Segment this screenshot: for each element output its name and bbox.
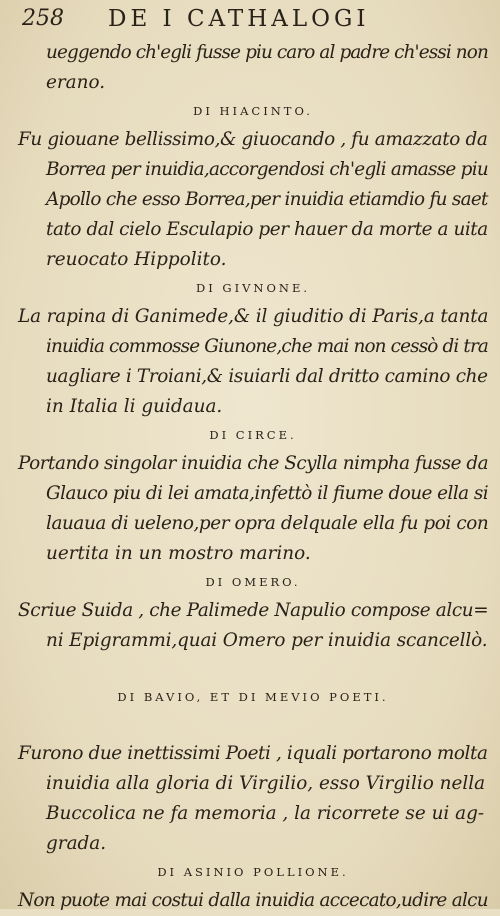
text-line: ueggendo ch'egli fusse piu caro al padre ch'essi non — [46, 42, 488, 63]
running-head: DE I CATHALOGI — [108, 6, 370, 32]
text-line: erano. — [46, 72, 106, 93]
text-line: Scriue Suida , che Palimede Napulio compose alcu= — [18, 600, 489, 621]
text-line: inuidia commosse Giunone,che mai non cessò di tra — [46, 336, 488, 357]
section-heading: DI GIVNONE. — [195, 281, 311, 295]
text-line: ni Epigrammi,quai Omero per inuidia scancellò. — [46, 630, 488, 651]
text-line: Fu giouane bellissimo,& giuocando , fu amazzato da — [18, 129, 488, 150]
text-line: Portando singolar inuidia che Scylla nimpha fusse da — [18, 453, 489, 474]
section-heading: DI HIACINTO. — [193, 104, 313, 118]
text-line: in Italia li guidaua. — [46, 396, 223, 417]
text-line: Buccolica ne fa memoria , la ricorrete se ui ag- — [46, 803, 485, 824]
section-heading: DI OMERO. — [205, 575, 301, 589]
page-number: 258 — [22, 6, 64, 31]
text-line: Borrea per inuidia,accorgendosi ch'egli amasse piu — [46, 159, 488, 180]
section-heading: DI BAVIO, ET DI MEVIO POETI. — [117, 690, 389, 704]
section-heading: DI CIRCE. — [209, 428, 297, 442]
text-line: reuocato Hippolito. — [46, 249, 227, 270]
text-line: Apollo che esso Borrea,per inuidia etiamdio fu saet — [46, 189, 488, 210]
body-text — [18, 38, 488, 916]
text-line: La rapina di Ganimede,& il giuditio di Paris,a tanta — [18, 306, 489, 327]
text-line: Non puote mai costui dalla inuidia accecato,udire alcu — [18, 890, 488, 911]
text-line: Furono due inettissimi Poeti , iquali portarono molta — [18, 743, 488, 764]
text-line: tato dal cielo Esculapio per hauer da morte a uita — [46, 219, 488, 240]
text-line: uagliare i Troiani,& isuiarli dal dritto camino che — [46, 366, 488, 387]
section-heading: DI ASINIO POLLIONE. — [157, 865, 349, 879]
spacer — [18, 656, 488, 684]
spacer — [18, 711, 488, 739]
text-line: uertita in un mostro marino. — [46, 543, 311, 564]
text-line: lauaua di ueleno,per opra delquale ella fu poi con — [46, 513, 489, 534]
text-line: inuidia alla gloria di Virgilio, esso Virgilio nella — [46, 773, 486, 794]
text-line: Glauco piu di lei amata,infettò il fiume doue ella si — [46, 483, 489, 504]
page-header — [22, 6, 486, 36]
text-line: grada. — [46, 833, 107, 854]
